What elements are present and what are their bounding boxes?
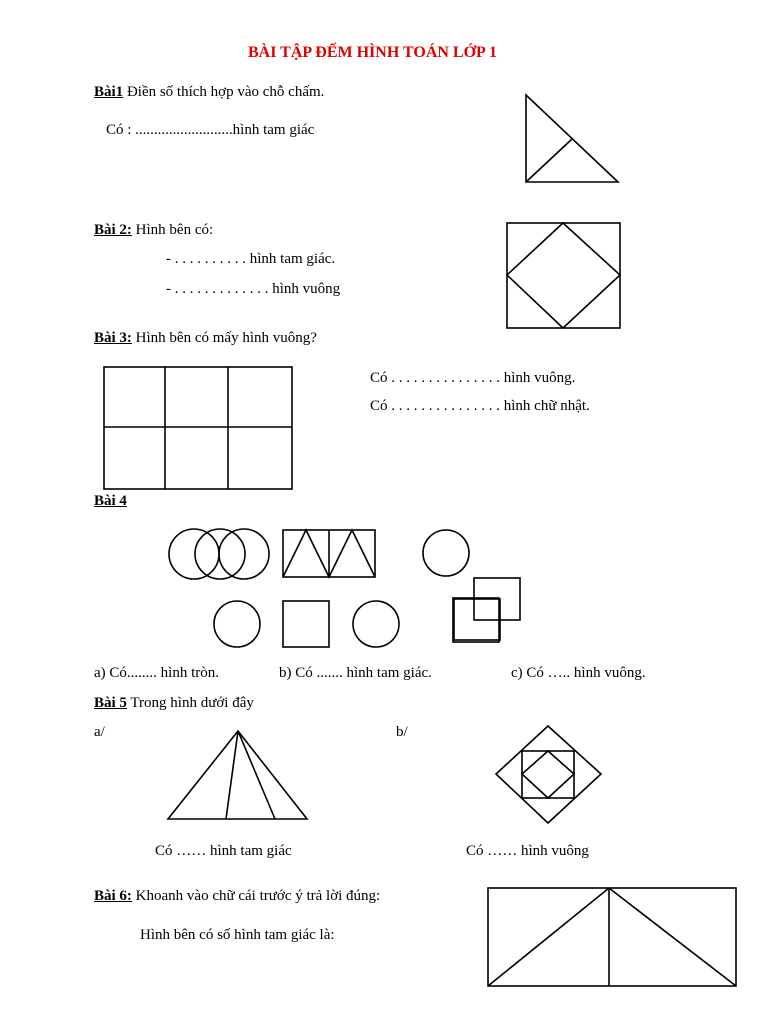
exercise-3-line-1: Có . . . . . . . . . . . . . . . hình vuông. (370, 370, 576, 386)
ex5a-outer-triangle (168, 731, 307, 819)
exercise-1-header (94, 84, 324, 101)
ex4-circle-4 (423, 530, 469, 576)
ex2-inner-diamond (507, 223, 620, 328)
exercise-5a-answer-line: Có …… hình tam giác (155, 843, 292, 859)
exercise-4-question-b: b) Có ....... hình tam giác. (279, 665, 432, 681)
ex1-inner-line (526, 139, 572, 182)
exercise-6-header (94, 888, 380, 905)
exercise-2-square-diamond-figure (503, 220, 623, 330)
ex5b-inner-diamond (522, 751, 574, 798)
exercise-6-question: Hình bên có số hình tam giác là: (140, 927, 335, 943)
exercise-4-header (94, 493, 127, 510)
exercise-4-question-a: a) Có........ hình tròn. (94, 665, 219, 681)
page-title: BÀI TẬP ĐẾM HÌNH TOÁN LỚP 1 (248, 44, 497, 61)
exercise-5-header (94, 695, 254, 712)
ex2-outer-square (507, 223, 620, 328)
exercise-4-question-c: c) Có ….. hình vuông. (511, 665, 646, 681)
exercise-5a-label: a/ (94, 724, 105, 740)
ex3-grid-outline (104, 367, 292, 489)
exercise-4-label: Bài 4 (94, 493, 127, 509)
exercise-2-instruction: Hình bên có: (135, 222, 214, 238)
exercise-3-line-2: Có . . . . . . . . . . . . . . . hình chữ nhật. (370, 398, 590, 414)
exercise-5b-answer-line: Có …… hình vuông (466, 843, 589, 859)
exercise-1-instruction: Điền số thích hợp vào chỗ chấm. (126, 84, 325, 100)
exercise-1-answer-line: Có : ..........................hình tam giác (106, 122, 315, 138)
exercise-6-rectangle-figure (485, 885, 741, 989)
ex4-circle-5 (214, 601, 260, 647)
ex6-outer-rectangle (488, 888, 736, 986)
exercise-6-label: Bài 6: (94, 888, 132, 904)
exercise-3-label: Bài 3: (94, 330, 132, 346)
exercise-4-overlapping-squares (450, 576, 530, 646)
exercise-1-label: Bài1 (94, 84, 124, 100)
exercise-1-triangle-figure (520, 92, 624, 186)
ex4-square-1 (283, 601, 329, 647)
ex6-diagonal-left (488, 888, 609, 986)
ex4-square-top (474, 578, 520, 620)
exercise-2-label: Bài 2: (94, 222, 132, 238)
exercise-2-header (94, 222, 213, 239)
exercise-3-instruction: Hình bên có mấy hình vuông? (135, 330, 317, 346)
ex4-circle-2 (195, 529, 245, 579)
exercise-3-header (94, 330, 317, 347)
exercise-5a-triangle-figure (165, 728, 311, 822)
ex4-circle-1 (169, 529, 219, 579)
ex4-circle-6 (353, 601, 399, 647)
exercise-3-grid-figure (102, 365, 296, 493)
exercise-5-label: Bài 5 (94, 695, 127, 711)
ex6-diagonal-right (609, 888, 736, 986)
exercise-5b-nested-squares-figure (493, 723, 605, 827)
ex5b-middle-square (522, 751, 574, 798)
exercise-6-instruction: Khoanh vào chữ cái trước ý trả lời đúng: (135, 888, 381, 904)
ex5b-outer-diamond (496, 726, 601, 823)
ex4-circle-3 (219, 529, 269, 579)
exercise-2-line-2: - . . . . . . . . . . . . . hình vuông (166, 281, 341, 297)
exercise-5b-label: b/ (396, 724, 408, 740)
exercise-5-instruction: Trong hình dưới đây (130, 695, 254, 711)
exercise-2-line-1: - . . . . . . . . . . hình tam giác. (166, 251, 336, 267)
ex5a-inner-line-2 (238, 731, 275, 819)
